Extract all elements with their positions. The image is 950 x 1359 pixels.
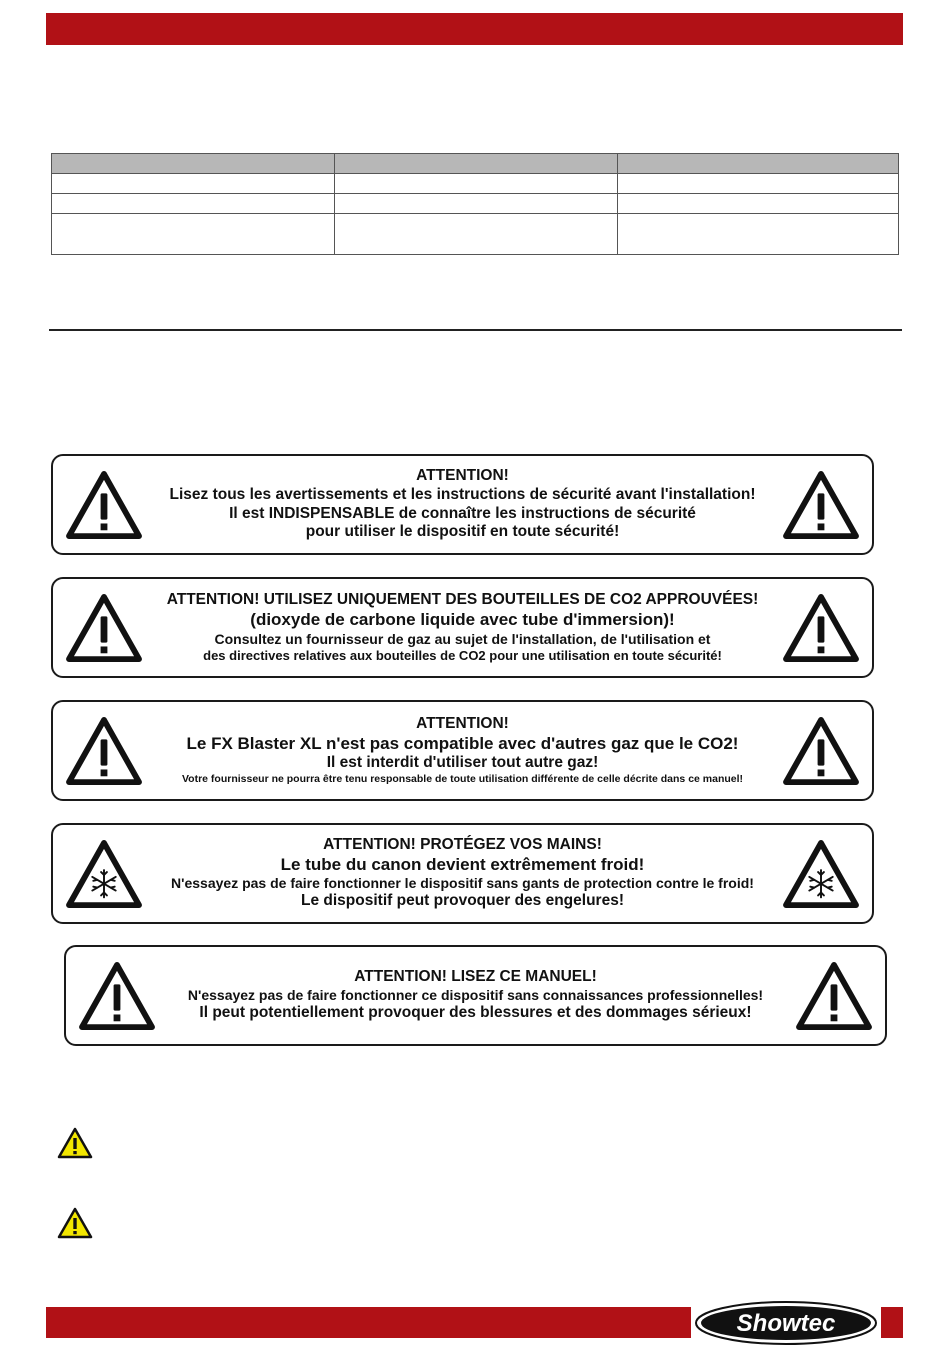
warning-triangle-icon bbox=[65, 716, 143, 786]
sign-line: ATTENTION! bbox=[416, 714, 509, 732]
sign-line: ATTENTION! UTILISEZ UNIQUEMENT DES BOUTEILLES DE CO2 APPROUVÉES! bbox=[166, 591, 759, 609]
sign-line: Il est interdit d'utiliser tout autre gaz! bbox=[326, 754, 599, 772]
showtec-logo bbox=[694, 1300, 878, 1346]
sign-line: Il est INDISPENSABLE de connaître les instructions de sécurité bbox=[229, 504, 696, 522]
sign-line: N'essayez pas de faire fonctionner ce dispositif sans connaissances professionnelles! bbox=[187, 986, 764, 1003]
sign-line: Votre fournisseur ne pourra être tenu responsable de toute utilisation différente de celle décrite dans ce manuel! bbox=[181, 773, 744, 786]
table-header-cell bbox=[618, 154, 899, 174]
sign-line: ATTENTION! PROTÉGEZ VOS MAINS! bbox=[323, 835, 602, 853]
table-header-row bbox=[52, 154, 899, 174]
warning-sign-gas-compatibility bbox=[51, 700, 874, 801]
table-cell bbox=[335, 214, 618, 255]
table-cell bbox=[618, 194, 899, 214]
table-cell bbox=[335, 174, 618, 194]
sign-line: Le tube du canon devient extrêmement froid! bbox=[280, 854, 645, 874]
table-cell bbox=[335, 194, 618, 214]
warning-triangle-icon bbox=[782, 593, 860, 663]
sign-line: ATTENTION! bbox=[416, 466, 509, 484]
table-cell bbox=[52, 214, 335, 255]
table-row bbox=[52, 174, 899, 194]
cold-hazard-triangle-icon bbox=[782, 839, 860, 909]
warning-triangle-icon bbox=[795, 961, 873, 1031]
table-cell bbox=[52, 194, 335, 214]
table-cell bbox=[52, 174, 335, 194]
sign-line: N'essayez pas de faire fonctionner le dispositif sans gants de protection contre le froid! bbox=[171, 875, 754, 892]
sign-line: pour utiliser le dispositif en toute sécurité! bbox=[305, 523, 620, 541]
table-row bbox=[52, 214, 899, 255]
warning-triangle-icon bbox=[78, 961, 156, 1031]
table-cell bbox=[618, 214, 899, 255]
header-bar bbox=[46, 13, 903, 45]
warning-triangle-icon bbox=[782, 716, 860, 786]
footer-bar-end bbox=[881, 1307, 903, 1338]
warning-sign-cold-hazard bbox=[51, 823, 874, 924]
sign-line: ATTENTION! LISEZ CE MANUEL! bbox=[354, 968, 597, 986]
sign-line: (dioxyde de carbone liquide avec tube d'immersion)! bbox=[250, 610, 675, 630]
caution-icon bbox=[57, 1127, 93, 1159]
sign-line: Le dispositif peut provoquer des engelures! bbox=[301, 892, 624, 910]
footer-bar bbox=[46, 1307, 691, 1338]
warning-sign-read-manual bbox=[64, 945, 887, 1046]
warning-triangle-icon bbox=[65, 470, 143, 540]
table-header-cell bbox=[52, 154, 335, 174]
sign-line: des directives relatives aux bouteilles de CO2 pour une utilisation en toute sécurité! bbox=[203, 647, 722, 663]
warning-sign-co2-bottles bbox=[51, 577, 874, 678]
sign-line: Consultez un fournisseur de gaz au sujet de l'installation, de l'utilisation et bbox=[214, 630, 711, 647]
table-cell bbox=[618, 174, 899, 194]
caution-icon bbox=[57, 1207, 93, 1239]
table-row bbox=[52, 194, 899, 214]
logo-text: Showtec bbox=[736, 1310, 836, 1337]
warning-triangle-icon bbox=[782, 470, 860, 540]
cold-hazard-triangle-icon bbox=[65, 839, 143, 909]
sign-line: Il peut potentiellement provoquer des blessures et des dommages sérieux! bbox=[199, 1004, 752, 1022]
table-header-cell bbox=[335, 154, 618, 174]
section-divider bbox=[49, 329, 902, 331]
warning-triangle-icon bbox=[65, 593, 143, 663]
sign-line: Le FX Blaster XL n'est pas compatible avec d'autres gaz que le CO2! bbox=[186, 733, 739, 753]
warning-sign-read-instructions bbox=[51, 454, 874, 555]
sign-line: Lisez tous les avertissements et les instructions de sécurité avant l'installation! bbox=[169, 485, 756, 503]
spec-table bbox=[51, 153, 899, 255]
